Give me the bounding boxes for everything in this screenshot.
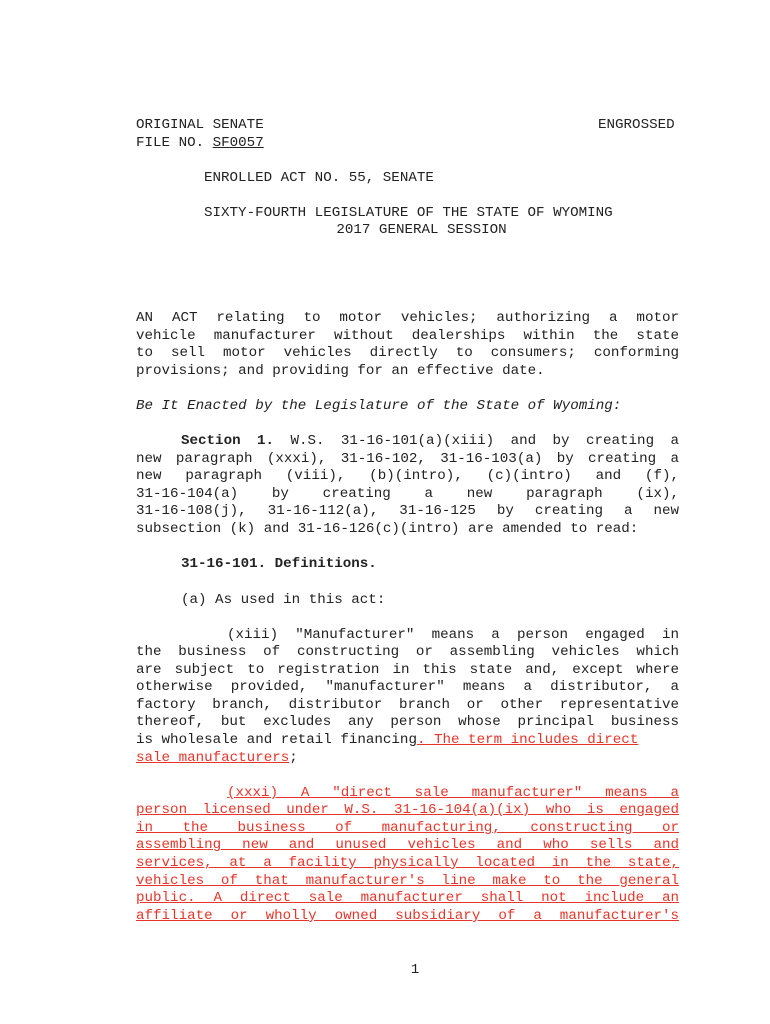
section1-line-5: 31-16-108(j), 31-16-112(a), 31-16-125 by creating a new xyxy=(136,503,679,519)
para-xiii-inserted-text: . The term includes direct xyxy=(416,732,639,748)
para-xxxi-line-3: in the business of manufacturing, constructing or xyxy=(136,820,679,836)
para-xiii-line-5: factory branch, distributor branch or other representative xyxy=(136,697,679,713)
statute-heading: 31-16-101. Definitions. xyxy=(181,556,377,572)
section1-line-6: subsection (k) and 31-16-126(c)(intro) are amended to read: xyxy=(136,521,639,537)
original-senate-label: ORIGINAL SENATE xyxy=(136,117,264,133)
para-xxxi-line-5: services, at a facility physically located in the state, xyxy=(136,855,679,871)
page-number: 1 xyxy=(410,962,420,978)
para-xxxi-line-2: person licensed under W.S. 31-16-104(a)(ix) who is engaged xyxy=(136,802,679,818)
para-xiii-line-1: (xiii) "Manufacturer" means a person engaged in xyxy=(227,627,679,643)
section1-line-3: new paragraph (viii), (b)(intro), (c)(intro) and (f), xyxy=(136,468,679,484)
para-xiii-line-7 xyxy=(136,732,679,750)
para-xiii-line-2: the business of constructing or assembling vehicles which xyxy=(136,644,679,660)
para-xiii-end-punct: ; xyxy=(289,750,298,766)
enrolled-act-line: ENROLLED ACT NO. 55, SENATE xyxy=(204,170,434,186)
para-xiii-plain-end: is wholesale and retail financing xyxy=(136,732,417,748)
para-xxxi-line-6: vehicles of that manufacturer's line make to the general xyxy=(136,873,679,889)
file-number xyxy=(136,135,264,153)
para-xxxi-line-8: affiliate or wholly owned subsidiary of a manufacturer's xyxy=(136,908,679,924)
para-xxxi-line-4: assembling new and unused vehicles and who sells and xyxy=(136,837,679,853)
para-xiii-line-8 xyxy=(136,750,679,768)
title-line-1: AN ACT relating to motor vehicles; authorizing a motor xyxy=(136,310,679,326)
section1-label: Section 1. xyxy=(181,433,275,449)
section1-line-1-text: W.S. 31-16-101(a)(xiii) and by creating a xyxy=(274,433,680,449)
enacting-clause: Be It Enacted by the Legislature of the State of Wyoming: xyxy=(136,398,622,414)
section1-line-4: 31-16-104(a) by creating a new paragraph (ix), xyxy=(136,486,679,502)
section1-line-1 xyxy=(181,433,679,451)
subsection-a: (a) As used in this act: xyxy=(181,592,386,608)
para-xiii-inserted-continued: sale manufacturers xyxy=(136,750,290,766)
para-xiii-line-6: thereof, but excludes any person whose principal business xyxy=(136,714,679,730)
session-line: 2017 GENERAL SESSION xyxy=(336,222,507,238)
legislature-line: SIXTY-FOURTH LEGISLATURE OF THE STATE OF WYOMING xyxy=(204,205,613,221)
title-line-2: vehicle manufacturer without dealerships within the state xyxy=(136,328,679,344)
file-no-label: FILE NO. xyxy=(136,135,213,151)
para-xiii-line-3: are subject to registration in this state and, except where xyxy=(136,662,679,678)
para-xxxi-line-7: public. A direct sale manufacturer shall not include an xyxy=(136,890,679,906)
title-line-4: provisions; and providing for an effective date. xyxy=(136,363,545,379)
para-xiii-line-4: otherwise provided, "manufacturer" means a distributor, a xyxy=(136,679,679,695)
title-line-3: to sell motor vehicles directly to consumers; conforming xyxy=(136,345,679,361)
file-no-value: SF0057 xyxy=(212,135,264,151)
section1-line-2: new paragraph (xxxi), 31-16-102, 31-16-103(a) by creating a xyxy=(136,451,679,467)
para-xxxi-line-1: (xxxi) A "direct sale manufacturer" means a xyxy=(227,785,679,801)
engrossed-label: ENGROSSED xyxy=(598,117,675,133)
